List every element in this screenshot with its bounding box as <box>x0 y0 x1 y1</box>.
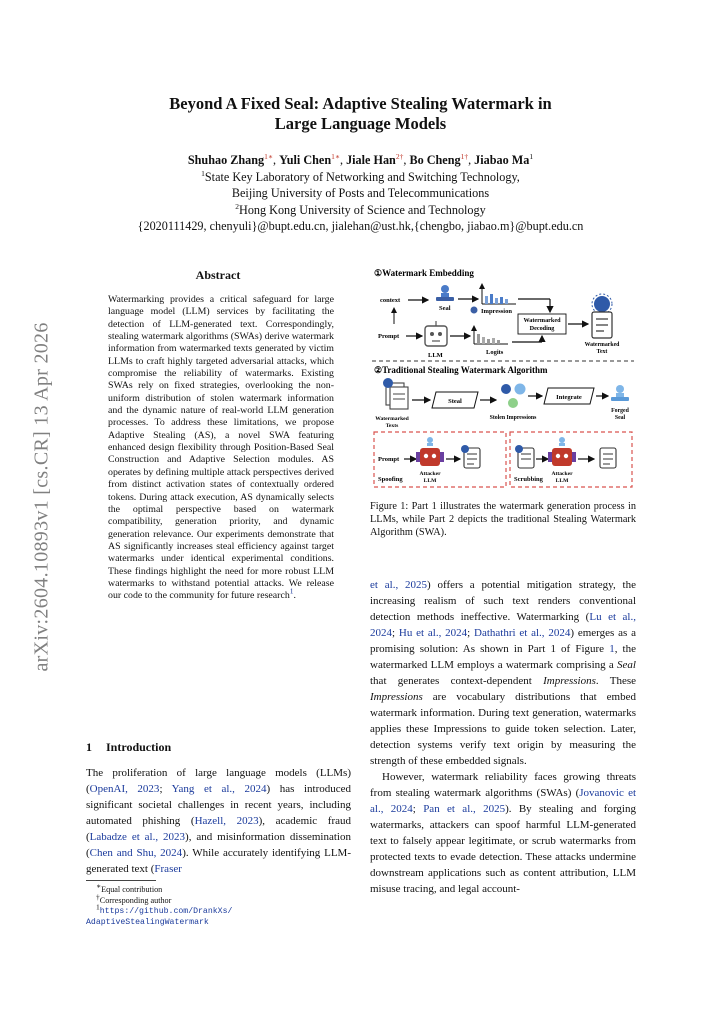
citation-link[interactable]: Lu et al., 2024 <box>370 611 636 639</box>
citation-link[interactable]: OpenAI, 2023 <box>89 783 160 795</box>
attacker-llm-icon-2 <box>548 437 576 466</box>
citation-link[interactable]: Dathathri et al., 2024 <box>474 627 571 639</box>
forged-seal-icon <box>611 385 629 401</box>
prompt-label: Prompt <box>378 333 400 340</box>
author-3: Jiale Han <box>346 153 396 167</box>
watermarked-text-doc-icon <box>592 312 612 338</box>
arxiv-identifier: arXiv:2604.10893v1 [cs.CR] 13 Apr 2026 <box>30 322 53 672</box>
attacker-label-3: Attacker <box>551 471 573 477</box>
footnotes <box>86 881 346 928</box>
seal-label: Seal <box>439 305 451 312</box>
stolen-impressions-label: Stolen Impressions <box>489 415 537 421</box>
author-4: Bo Cheng <box>409 153 461 167</box>
citation-link[interactable]: Yang et al., 2024 <box>171 783 267 795</box>
attacker-label-1: Attacker <box>419 471 441 477</box>
footnote-code-url[interactable]: $^1$https://github.com/DrankXs/ <box>96 902 233 917</box>
paper-title <box>100 94 621 134</box>
integrate-label: Integrate <box>556 394 582 401</box>
llm-label: LLM <box>428 352 443 359</box>
impression-dot-icon <box>471 307 478 314</box>
logits-label: Logits <box>486 349 504 356</box>
introduction-paragraph: The proliferation of large language models (LLMs) (OpenAI, 2023; Yang et al., 2024) has introduced significant societal challenges in recent years, including automated phishing (Hazell, 2023), academic fraud (Labadze et al., 2023), and misinformation dissemination (Chen and Shu, 2024). While accurately identifying LLM-generated text (Fraser <box>86 767 352 875</box>
citation-link[interactable]: Labadze et al., 2023 <box>89 831 186 843</box>
citation-link[interactable]: Pan et al., 2025 <box>423 803 506 815</box>
logits-bars-icon <box>474 326 508 344</box>
title-line-1: Beyond A Fixed Seal: Adaptive Stealing Watermark in <box>169 94 552 113</box>
watermark-badge-icon <box>592 294 612 314</box>
wm-text-label-2: Text <box>596 349 608 355</box>
scrubbing-label: Scrubbing <box>514 476 543 483</box>
llm-robot-icon <box>425 321 447 346</box>
author-2: Yuli Chen <box>279 153 332 167</box>
section-heading-introduction <box>86 740 171 755</box>
citation-link[interactable]: Hazell, 2023 <box>194 815 259 827</box>
wm-texts-label-1: Watermarked <box>375 416 409 422</box>
forged-seal-label-2: Seal <box>614 415 626 421</box>
citation-link[interactable]: Hu et al., 2024 <box>398 627 468 639</box>
spoofing-label: Spoofing <box>378 476 403 483</box>
citation-link[interactable]: Fraser <box>154 863 182 875</box>
part1-title: ①Watermark Embedding <box>374 268 474 278</box>
context-label: context <box>380 297 401 304</box>
scrub-input-doc-icon <box>515 445 534 468</box>
footnote-ref-1[interactable]: 1 <box>289 586 294 596</box>
abstract-heading: Abstract <box>195 268 241 282</box>
affiliation-1: $^1$State Key Laboratory of Networking and Switching Technology, <box>201 168 520 184</box>
figure-1-diagram <box>370 262 636 492</box>
impression-bars-icon <box>482 284 516 304</box>
footnote-code-url-line-2[interactable]: AdaptiveStealingWatermark <box>86 917 209 927</box>
section-title: Introduction <box>106 740 172 754</box>
author-2-sup: 1∗ <box>331 151 340 161</box>
wm-decoding-label-2: Decoding <box>529 325 555 332</box>
section-number: 1 <box>86 740 92 754</box>
attacker-label-2: LLM <box>423 478 437 484</box>
seal-icon <box>436 285 454 301</box>
title-line-2: Large Language Models <box>274 114 447 133</box>
author-list: Shuhao Zhang$^{1∗}$, Yuli Chen$^{1∗}$, Jiale Han$^{2\dagger}$, Bo Cheng$^{1\dagger}$, Jiabao Ma$^1$ <box>187 151 534 167</box>
scrubbed-text-doc-icon <box>600 448 616 468</box>
footnote-equal-contribution: ∗Equal contribution <box>96 881 163 894</box>
wm-decoding-label-1: Watermarked <box>523 317 561 324</box>
citation-link[interactable]: et al., 2025 <box>370 579 428 591</box>
figure-1-caption: Figure 1: Part 1 illustrates the watermark generation process in LLMs, while Part 2 depicts the traditional Stealing Watermark Algorithm (SWA). <box>370 501 636 538</box>
watermarked-texts-stack-icon <box>383 378 408 409</box>
stolen-impressions-icon <box>501 384 526 409</box>
citation-link[interactable]: Chen and Shu, 2024 <box>89 847 183 859</box>
wm-text-label-1: Watermarked <box>584 342 620 348</box>
attacker-llm-icon <box>416 437 444 466</box>
part2-title: ②Traditional Stealing Watermark Algorithm <box>374 365 548 375</box>
author-block <box>80 152 641 235</box>
affiliation-1-line-2: Beijing University of Posts and Telecommunications <box>231 186 490 200</box>
attacker-label-4: LLM <box>555 478 569 484</box>
steal-label: Steal <box>448 398 462 405</box>
spoofing-prompt-label: Prompt <box>378 456 400 463</box>
impression-label: Impression <box>481 308 512 315</box>
author-5-sup: 1 <box>529 151 534 161</box>
author-emails: {2020111429, chenyuli}@bupt.edu.cn, jialehan@ust.hk,{chengbo, jiabao.m}@bupt.edu.cn <box>137 219 584 233</box>
author-1: Shuhao Zhang <box>187 153 265 167</box>
author-5: Jiabao Ma <box>474 153 530 167</box>
abstract-body: Watermarking provides a critical safeguard for large language model (LLM) services by facilitating the detection of LLM-generated text. Correspondingly, stealing watermark algorithms (SWAs) derive watermark information from watermarked texts generated by victim LLMs to craft highly targeted adversarial attacks, which compromise the reliability of watermarks. Existing SWAs rely on fixed strategies, overlooking the non-uniform distribution of stolen watermark information and the dynamic nature of real-world LLM generation processes. To address these limitations, we propose Adaptive Stealing (AS), a novel SWA featuring enhanced design flexibility through Position-Based Seal Construction and Adaptive Selection modules. AS operates by defining multiple attack perspectives derived from distinct activation states of contextually ordered tokens. During attack execution, AS dynamically selects the optimal perspective based on watermark compatibility, generation priority, and dynamic generation relevance. Our experiments demonstrate that AS significantly increases steal efficiency against target watermarks under identical experimental conditions. These findings highlight the need for more robust LLM watermarks to withstand potential attacks. We release our code to the community for future research$^1$. <box>108 294 334 602</box>
spoofed-text-doc-icon <box>461 445 480 468</box>
wm-texts-label-2: Texts <box>385 423 399 429</box>
author-3-sup: 2† <box>395 151 404 161</box>
right-column-text <box>370 577 636 897</box>
author-4-sup: 1† <box>460 151 469 161</box>
paragraph-threats: However, watermark reliability faces growing threats from stealing watermark algorithms (SWAs) (Jovanovic et al., 2024; Pan et al., 2025). By stealing and forging watermarks, attackers can spoof harmful LLM-generated text to falsely appear legitimate, or scrub watermarks from protected texts to evade detection. These attacks undermine downstream applications such as content attribution, LLM misuse tracing, and legal account- <box>370 771 637 895</box>
forged-seal-label-1: Forged <box>611 408 629 414</box>
citation-link[interactable]: Jovanovic et al., 2024 <box>370 787 637 815</box>
affiliation-2: $^2$Hong Kong University of Science and Technology <box>235 201 486 217</box>
figure-ref-link[interactable]: 1 <box>609 643 615 655</box>
paragraph-watermarking: et al., 2025) offers a potential mitigation strategy, the increasing realism of such text renders conventional detection methods ineffective. Watermarking (Lu et al., 2024; Hu et al., 2024; Dathathri et al., 2024) emerges as a promising solution: As shown in Part 1 of Figure 1, the watermarked LLM employs a watermark comprising a Seal that generates context-dependent Impressions. These Impressions are vocabulary distributions that embed watermark information. During text generation, watermarks applies these Impressions to guide token selection. Later, detection systems verify text origin by measuring the strength of these embedded signals. <box>370 579 636 767</box>
author-1-sup: 1∗ <box>264 151 273 161</box>
footnote-corresponding: †Corresponding author <box>96 891 172 905</box>
